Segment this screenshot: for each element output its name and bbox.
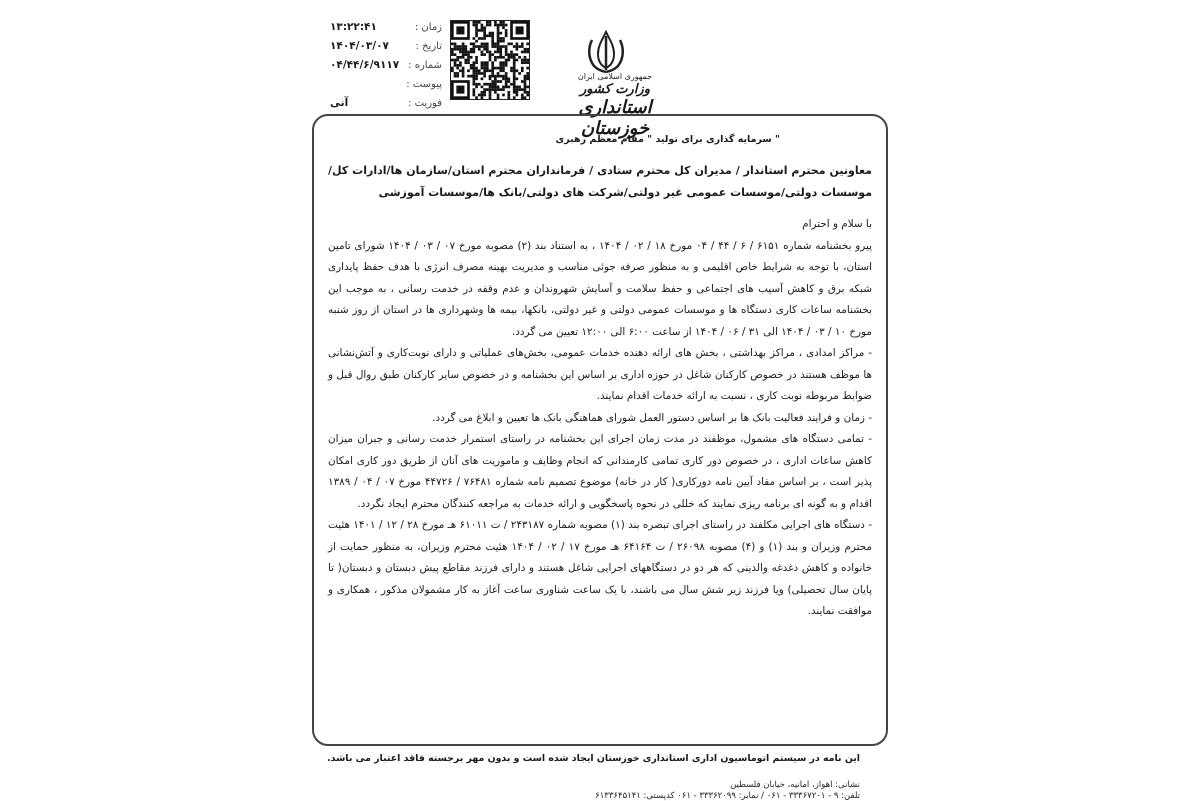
province-label: استانداری خوزستان (578, 97, 652, 139)
ministry-label: وزارت کشور (580, 82, 650, 97)
slogan: " سرمایه گذاری برای تولید " مقام معظم رهبری (555, 134, 780, 145)
footer-note: این نامه در سیستم اتوماسیون اداری استانداری خوزستان ایجاد شده است و بدون مهر برجسته فاقد اعتبار می باشد. (327, 753, 860, 764)
date-value: ۱۴۰۴/۰۳/۰۷ (330, 40, 389, 52)
time-label: زمان : (414, 22, 442, 33)
meta-priority (330, 94, 442, 113)
letter-metadata (330, 18, 442, 113)
attachment-label: پیوست : (406, 79, 442, 90)
meta-attachment (330, 75, 442, 94)
phone-text: تلفن: ۹ - ۳۳۳۶۷۲۰۱ - ۰۶۱ / نمابر: ۳۳۳۶۲۰۹۹ - ۰۶۱ (677, 791, 860, 801)
paragraph: - زمان و فرایند فعالیت بانک ها بر اساس دستور العمل شورای هماهنگی بانک ها تعیین و ابلاغ می گردد. (432, 411, 872, 424)
paragraph: - دستگاه های اجرایی مکلفند در راستای اجرای تبصره بند (۱) مصوبه شماره ۲۴۳۱۸۷ / ت ۶۱۰۱۱ هـ مورخ ۲۸ / ۱۲ / ۱۴۰۱ هئیت محترم وزیران و بند (۱) و (۴) مصوبه ۲۶۰۹۸ / ت ۶۴۱۶۴ هـ مورخ ۱۷ / ۰۲ / ۱۴۰۴ هئیت محترم وزیران، به منظور حمایت از خانواده و کاهش دغدغه والدینی که هر دو در دستگاههای اجرایی شاغل هستند و دارای فرزند مقاطع پیش دبستان و دبستان( تا پایان سال تحصیلی) ویا فرزند زیر شش سال می باشند، با یک ساعت شناوری ساعت آغاز به کار مشمولان مذکور ، همکاری و موافقت نمایند. (328, 519, 873, 617)
meta-date (330, 37, 442, 56)
greeting: با سلام و احترام (802, 218, 872, 230)
iran-emblem-icon (582, 28, 630, 74)
postal-text: کدپستی: ۶۱۳۳۶۴۵۱۴۱ (595, 791, 675, 801)
letter-body (328, 160, 872, 623)
qr-code-icon (450, 20, 530, 100)
date-label: تاریخ : (415, 41, 442, 52)
number-label: شماره : (408, 60, 442, 71)
republic-label: جمهوری اسلامی ایران (577, 72, 653, 81)
priority-label: فوریت : (408, 98, 442, 109)
paragraph: - مراکز امدادی ، مراکز بهداشتی ، بخش های ارائه دهنده خدمات عمومی، بخش‌های عملیاتی و دارای نوبت‌کاری و آتش‌نشانی ها موظف هستند در خصوص کارکنان شاغل در حوزه اداری بر اساس این بخشنامه و در خصوص سایر کارکنان طبق روال قبل و ضوابط مربوطه نوبت کاری ، نسبت به ارائه خدمات اقدام نمایند. (328, 347, 872, 402)
paragraph: - تمامی دستگاه های مشمول، موظفند در مدت زمان اجرای این بخشنامه در راستای استمرار خدمت رسانی و جبران میزان کاهش ساعات اداری ، در خصوص دور کاری تمامی کارمندانی که انجام وظایف و ماموریت های آنان از طریق دور کاری امکان پذیر است ، بر اساس مفاد آیین نامه دورکاری( کار در خانه) موضوع تصمیم نامه شماره ۷۶۴۸۱ / ۴۴۷۲۶ مورخ ۰۷ / ۰۴ / ۱۳۸۹ اقدام و به گونه ای برنامه ریزی نمایند که خللی در نحوه پاسخگویی و ارائه خدمات به مراجعه کنندگان محترم ایجاد نگردد. (328, 433, 873, 510)
paragraph: پیرو بخشنامه شماره ۶۱۵۱ / ۶ / ۴۴ / ۰۴ مورخ ۱۸ / ۰۲ / ۱۴۰۴ ، به استناد بند (۲) مصوبه مورخ ۰۷ / ۰۳ / ۱۴۰۴ شورای تامین استان، با توجه به شرایط خاص اقلیمی و به منظور صرفه جوئی مناسب و مدیریت بهینه مصرف انرژی با هدف حفظ پایداری شبکه برق و کاهش آسیب های اجتماعی و حفظ سلامت و آسایش شهروندان و عدم وقفه در خدمت رسانی ، به موجب این بخشنامه ساعات کاری دستگاه ها و موسسات عمومی دولتی و غیر دولتی، بانکها، بیمه ها وشهرداری ها در استان از روز شنبه مورخ ۱۰ / ۰۳ / ۱۴۰۴ الی ۳۱ / ۰۶ / ۱۴۰۴ از ساعت ۶:۰۰ الی ۱۲:۰۰ تعیین می گردد. (328, 239, 873, 338)
number-value: ۰۴/۴۴/۶/۹۱۱۷ (330, 59, 400, 71)
letter-page (300, 10, 900, 800)
priority-value: آنی (330, 97, 349, 109)
time-value: ۱۳:۲۲:۴۱ (330, 21, 377, 33)
meta-time (330, 18, 442, 37)
footer-address: نشانی: اهواز، امانیه، خیابان فلسطین (730, 780, 860, 790)
addressee: معاونین محترم استاندار / مدیران کل محترم ستادی / فرمانداران محترم استان/سازمان ها/ادارات کل/موسسات دولتی/موسسات عمومی غیر دولتی/شرکت های دولتی/بانک ها/موسسات آموزشی (328, 164, 872, 199)
meta-number (330, 56, 442, 75)
